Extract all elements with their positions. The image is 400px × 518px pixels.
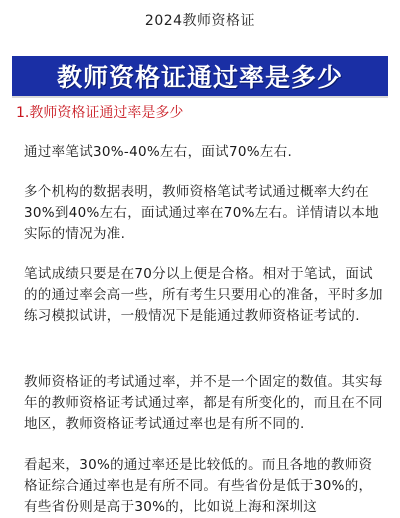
banner-title: 教师资格证通过率是多少 — [56, 63, 343, 92]
page-caption: 2024教师资格证 — [144, 13, 256, 29]
paragraph-institution-data: 多个机构的数据表明，教师资格笔试考试通过概率大约在30%到40%左右，面试通过率在70%左右。详情请以本地实际的情况为准. — [24, 184, 379, 242]
paragraph-regional-rates: 看起来，30%的通过率还是比较低的。而且各地的教师资格证综合通过率也是有所不同。有些省份是低于30%的，有些省份则是高于30%的，比如说上海和深圳这 — [24, 457, 373, 515]
paragraph-pass-rate-summary: 通过率笔试30%-40%左右，面试70%左右. — [24, 144, 293, 160]
title-banner — [12, 56, 388, 96]
section-heading: 1.教师资格证通过率是多少 — [16, 105, 184, 121]
paragraph-rate-variation: 教师资格证的考试通过率，并不是一个固定的数值。其实每年的教师资格证考试通过率，都是有所变化的，而且在不同地区，教师资格证考试通过率也是有所不同的. — [24, 374, 383, 432]
paragraph-passing-score: 笔试成绩只要是在70分以上便是合格。相对于笔试，面试的的通过率会高一些，所有考生只要用心的准备，平时多加练习模拟试讲，一般情况下是能通过教师资格证考试的. — [24, 266, 383, 324]
